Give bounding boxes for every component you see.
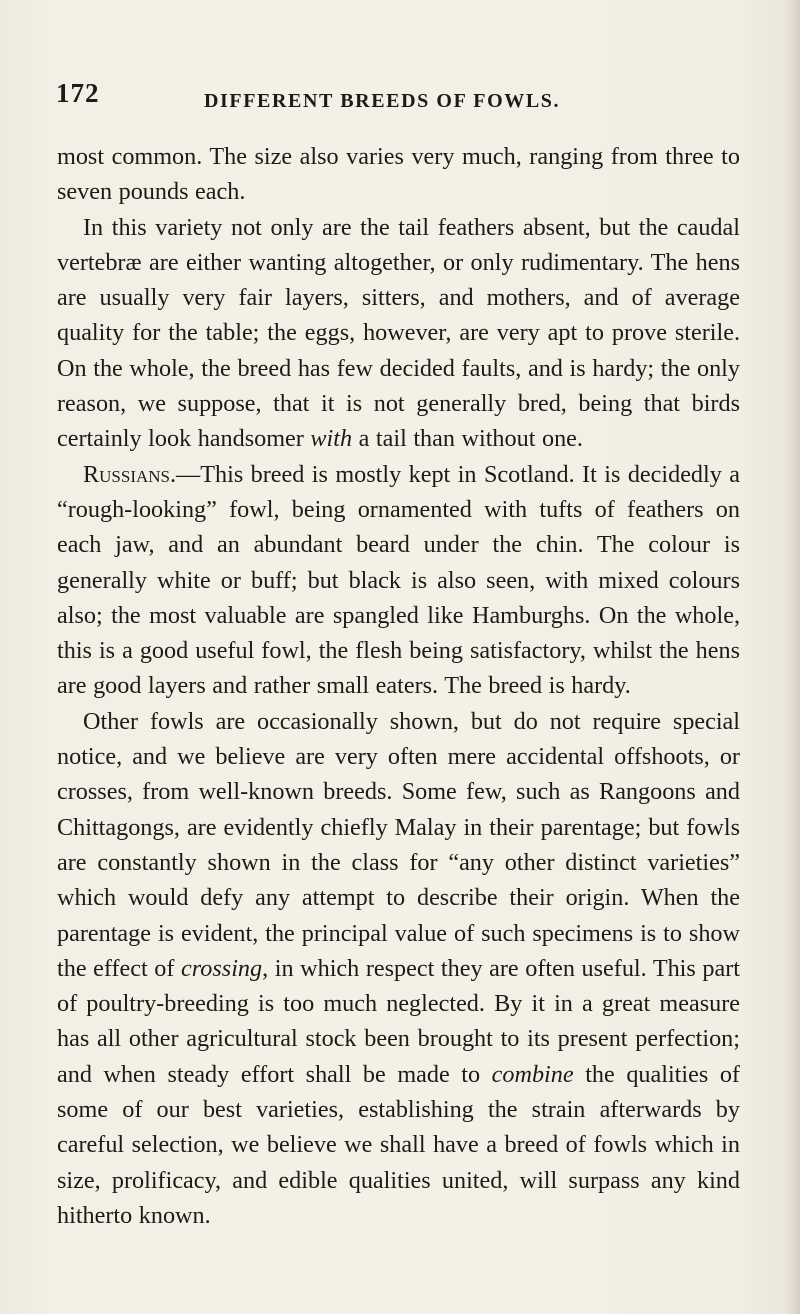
- emphasis-text: with: [310, 425, 353, 453]
- paragraph-text: , in which respect they are often useful. This part of poultry-breeding is too much neglected. By it in a great measure has all other agricultural stock been brought to its present perfection; and when steady effort shall be made to: [57, 954, 741, 1088]
- section-heading-russians: Russians.: [83, 460, 177, 488]
- paragraph-text: a tail than without one.: [352, 425, 583, 453]
- emphasis-text: combine: [491, 1060, 574, 1088]
- page-number: 172: [56, 78, 100, 108]
- paragraph-text: most common. The size also varies very much, ranging from three to seven pounds each.: [57, 143, 740, 206]
- paragraph-text: —This breed is mostly kept in Scotland. It is decidedly a “rough-looking” fowl, being ornamented with tufts of feathers on each jaw, and an abundant beard under the chin. The colour is generally white or buff; but black is also seen, with mixed colours also; the most valuable are spangled like Hamburghs. On the whole, this is a good useful fowl, the flesh being satisfactory, whilst the hens are good layers and rather small eaters. The breed is hardy.: [57, 460, 740, 700]
- paragraph-other-fowls: [57, 704, 740, 1233]
- paragraph-text: Other fowls are occasionally shown, but do not require special notice, and we believe are very often mere accidental offshoots, or crosses, from well-known breeds. Some few, such as Rangoons and Chittagongs, are evidently chiefly Malay in their parentage; but fowls are constantly shown in the class for “any other distinct varieties” which would defy any attempt to describe their origin. When the parentage is evident, the principal value of such specimens is to show the effect of: [57, 707, 740, 982]
- paragraph-russians: [57, 457, 740, 704]
- paragraph-text: the qualities of some of our best varieties, establishing the strain afterwards by careful selection, we believe we shall have a breed of fowls which in size, prolificacy, and edible qualities united, will surpass any kind hitherto known.: [57, 1060, 740, 1229]
- paragraph-text: In this variety not only are the tail feathers absent, but the caudal vertebræ are either wanting altogether, or only rudimentary. The hens are usually very fair layers, sitters, and mothers, and of average quality for the table; the eggs, however, are very apt to prove sterile. On the whole, the breed has few decided faults, and is hardy; the only reason, we suppose, that it is not generally bred, being that birds certainly look handsomer: [57, 213, 740, 453]
- body-text: [57, 139, 740, 1233]
- emphasis-text: crossing: [181, 954, 263, 982]
- paragraph-continuation: [57, 139, 740, 210]
- paragraph-rumpless: [57, 210, 740, 457]
- page-edge-shadow: [786, 0, 800, 1314]
- page-header: [56, 78, 760, 118]
- running-head: DIFFERENT BREEDS OF FOWLS.: [204, 90, 561, 112]
